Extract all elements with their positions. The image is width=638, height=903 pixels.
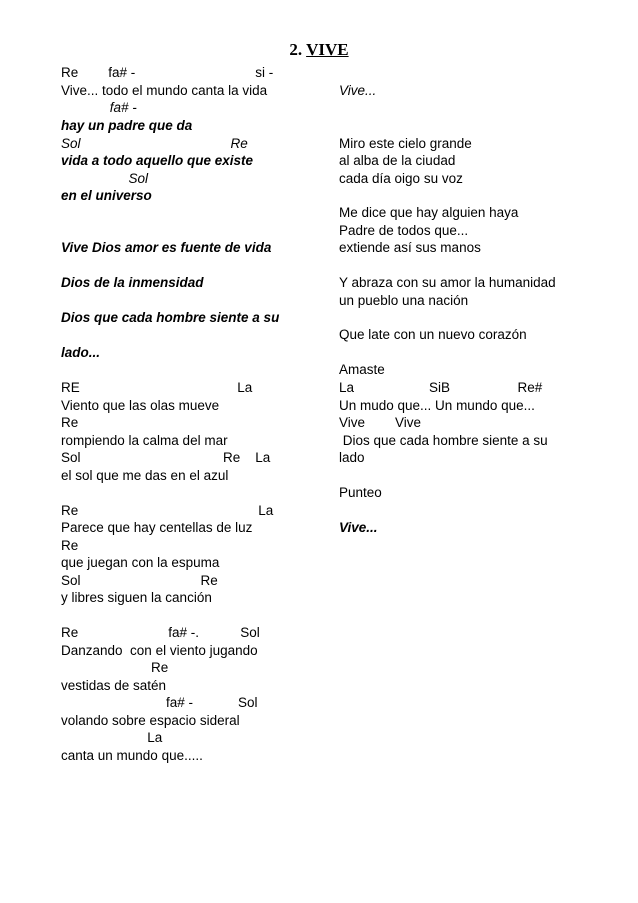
lyric-line: Vive Dios amor es fuente de vida (61, 240, 272, 255)
lyric-line: y libres siguen la canción (61, 590, 212, 605)
lyric-line: vestidas de satén (61, 678, 167, 693)
lyric-line: Vive... (339, 83, 377, 98)
lyric-line: Danzando con el viento jugando (61, 643, 258, 658)
lyric-line: Vive... todo el mundo canta la vida (61, 83, 268, 98)
lyric-line: extiende así sus manos (339, 240, 481, 255)
lyric-line: Miro este cielo grande (339, 136, 472, 151)
song-number: 2. (289, 40, 303, 59)
lyric-line: Re (61, 415, 79, 430)
lyric-line: RE La (61, 380, 253, 395)
lyric-line: Que late con un nuevo corazón (339, 327, 527, 342)
lyric-line: rompiendo la calma del mar (61, 433, 228, 448)
lyric-line: Vive Vive (339, 415, 422, 430)
lyric-line: La SiB Re# (339, 380, 543, 395)
lyric-line: hay un padre que da (61, 118, 193, 133)
lyric-line: fa# - (61, 100, 137, 115)
lyric-line: Vive... (339, 520, 378, 535)
lyric-line: el sol que me das en el azul (61, 468, 229, 483)
lyric-line: Amaste (339, 362, 385, 377)
lyric-line: Sol Re (61, 136, 248, 151)
lyric-line: Sol (61, 171, 149, 186)
song-title-text: VIVE (306, 40, 349, 59)
lyric-line: Dios que cada hombre siente a su (339, 433, 548, 448)
lyric-line: Dios de la inmensidad (61, 275, 204, 290)
song-title (0, 40, 638, 60)
lyric-line: Sol Re (61, 573, 218, 588)
lyric-line: Me dice que hay alguien haya (339, 205, 519, 220)
lyric-line: Sol Re La (61, 450, 271, 465)
lyric-line: La (61, 730, 163, 745)
lyric-line: en el universo (61, 188, 152, 203)
lyric-line: Un mudo que... Un mundo que... (339, 398, 535, 413)
lyric-line: vida a todo aquello que existe (61, 153, 254, 168)
lyric-line: Re La (61, 503, 274, 518)
lyric-line: volando sobre espacio sideral (61, 713, 240, 728)
lyric-line: Re (61, 538, 79, 553)
lyric-line: un pueblo una nación (339, 293, 469, 308)
lyric-line: Viento que las olas mueve (61, 398, 220, 413)
lyric-line: Re fa# - si - (61, 65, 274, 80)
lyric-line: Parece que hay centellas de luz (61, 520, 253, 535)
lyric-line: canta un mundo que..... (61, 748, 203, 763)
lyric-line: lado... (61, 345, 101, 360)
lyric-line: Y abraza con su amor la humanidad (339, 275, 556, 290)
lyric-line: al alba de la ciudad (339, 153, 456, 168)
lyric-line: que juegan con la espuma (61, 555, 220, 570)
lyric-line: Padre de todos que... (339, 223, 469, 238)
lyric-line: cada día oigo su voz (339, 171, 463, 186)
lyric-line: Punteo (339, 485, 382, 500)
lyric-line: fa# - Sol (61, 695, 258, 710)
lyric-line: lado (339, 450, 365, 465)
lyric-line: Dios que cada hombre siente a su (61, 310, 280, 325)
lyric-line: Re (61, 660, 169, 675)
lyric-line: Re fa# -. Sol (61, 625, 260, 640)
